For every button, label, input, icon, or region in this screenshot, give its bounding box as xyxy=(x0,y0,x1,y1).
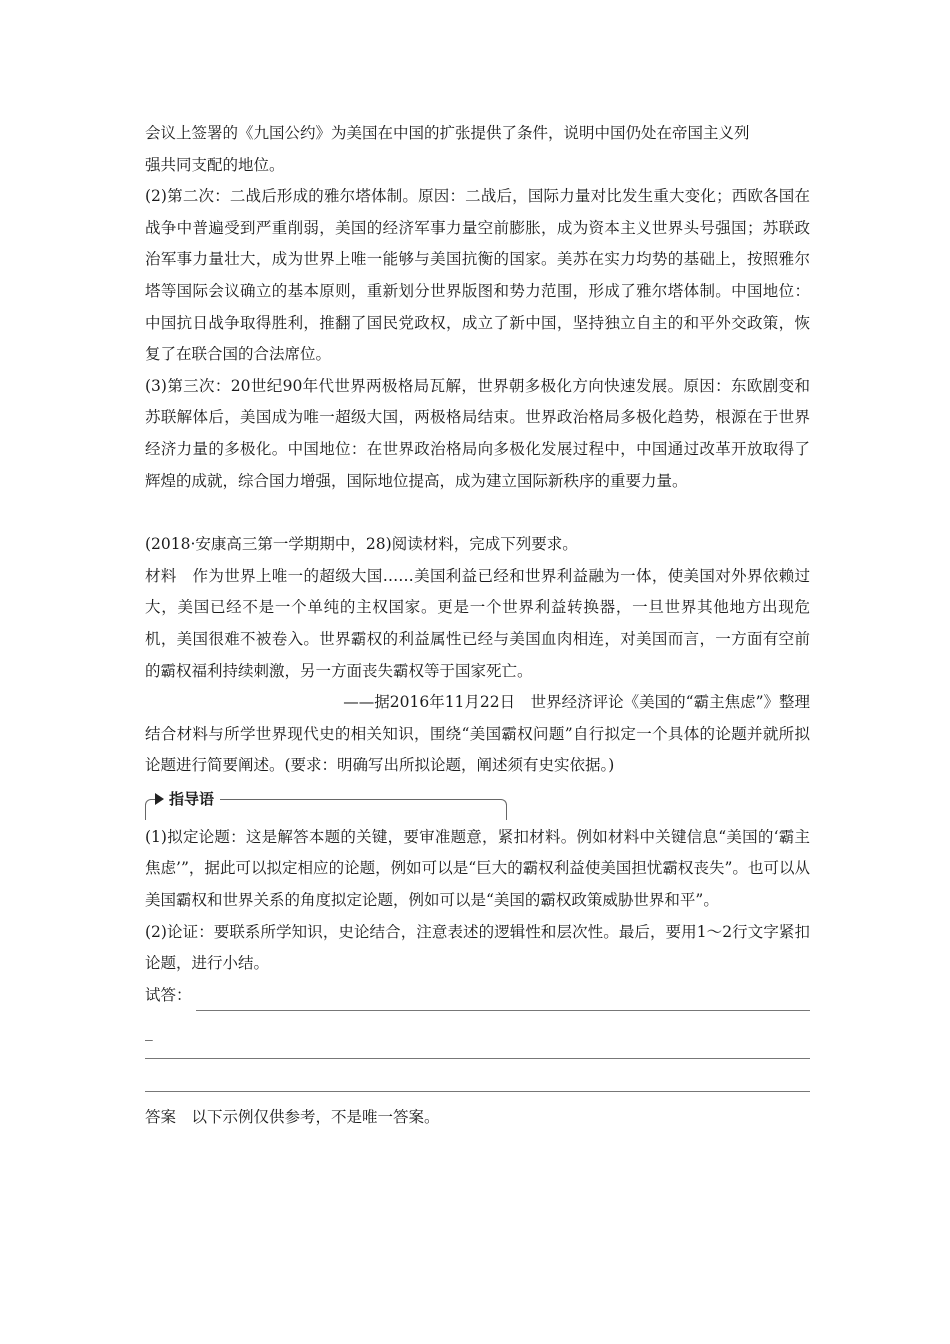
guide-label xyxy=(155,786,220,812)
guide-point-2: (2)论证：要联系所学知识，史论结合，注意表述的逻辑性和层次性。最后，要用1～2行文字紧扣论题，进行小结。 xyxy=(145,922,810,973)
paragraph-1-line-2: 强共同支配的地位。 xyxy=(145,155,285,174)
spacer xyxy=(145,497,810,529)
answer-label: 试答： xyxy=(145,985,192,1004)
paragraph-third-change: (3)第三次：20世纪90年代世界两极格局瓦解，世界朝多极化方向快速发展。原因：东欧剧变和苏联解体后，美国成为唯一超级大国，两极格局结束。世界政治格局多极化趋势，根源在于世界经济力量的多极化。中国地位：在世界政治格局向多极化发展过程中，中国通过改革开放取得了辉煌的成就，综合国力增强，国际地位提高，成为建立国际新秩序的重要力量。 xyxy=(145,376,810,490)
guide-heading-box xyxy=(145,786,810,820)
arrow-right-icon xyxy=(155,793,164,805)
document-page xyxy=(145,118,810,1134)
answer-short-mark: _ xyxy=(145,1023,153,1042)
answer-rule-3[interactable] xyxy=(145,1090,810,1092)
material-text: 材料 作为世界上唯一的超级大国……美国利益已经和世界利益融为一体，使美国对外界依赖过大，美国已经不是一个单纯的主权国家。更是一个世界利益转换器，一旦世界其他地方出现危机，美国很难不被卷入。世界霸权的利益属性已经与美国血肉相连，对美国而言，一方面有空前的霸权福利持续刺激，另一方面丧失霸权等于国家死亡。 xyxy=(145,566,810,680)
question-requirement: 结合材料与所学世界现代史的相关知识，围绕“美国霸权问题”自行拟定一个具体的论题并就所拟论题进行简要阐述。(要求：明确写出所拟论题，阐述须有史实依据。) xyxy=(145,724,810,775)
question-header: (2018·安康高三第一学期期中，28)阅读材料，完成下列要求。 xyxy=(145,535,578,554)
answer-rule-2[interactable] xyxy=(145,1057,810,1059)
answer-line[interactable] xyxy=(145,980,810,1012)
guide-point-1: (1)拟定论题：这是解答本题的关键，要审准题意，紧扣材料。例如材料中关键信息“美国的‘霸主焦虑’”，据此可以拟定相应的论题，例如可以是“巨大的霸权利益使美国担忧霸权丧失”。也可以从美国霸权和世界关系的角度拟定论题，例如可以是“美国的霸权政策威胁世界和平”。 xyxy=(145,827,810,910)
answer-rule-1[interactable] xyxy=(196,988,810,1011)
paragraph-1-line-1: 会议上签署的《九国公约》为美国在中国的扩张提供了条件，说明中国仍处在帝国主义列 xyxy=(145,124,750,142)
answer-note: 答案 以下示例仅供参考，不是唯一答案。 xyxy=(145,1108,440,1127)
paragraph-second-change: (2)第二次：二战后形成的雅尔塔体制。原因：二战后，国际力量对比发生重大变化；西欧各国在战争中普遍受到严重削弱，美国的经济军事力量空前膨胀，成为资本主义世界头号强国；苏联政治军事力量壮大，成为世界上唯一能够与美国抗衡的国家。美苏在实力均势的基础上，按照雅尔塔等国际会议确立的基本原则，重新划分世界版图和势力范围，形成了雅尔塔体制。中国地位：中国抗日战争取得胜利，推翻了国民党政权，成立了新中国，坚持独立自主的和平外交政策，恢复了在联合国的合法席位。 xyxy=(145,187,810,364)
material-source: ——据2016年11月22日 世界经济评论《美国的“霸主焦虑”》整理 xyxy=(343,693,810,712)
guide-label-text: 指导语 xyxy=(169,789,215,808)
